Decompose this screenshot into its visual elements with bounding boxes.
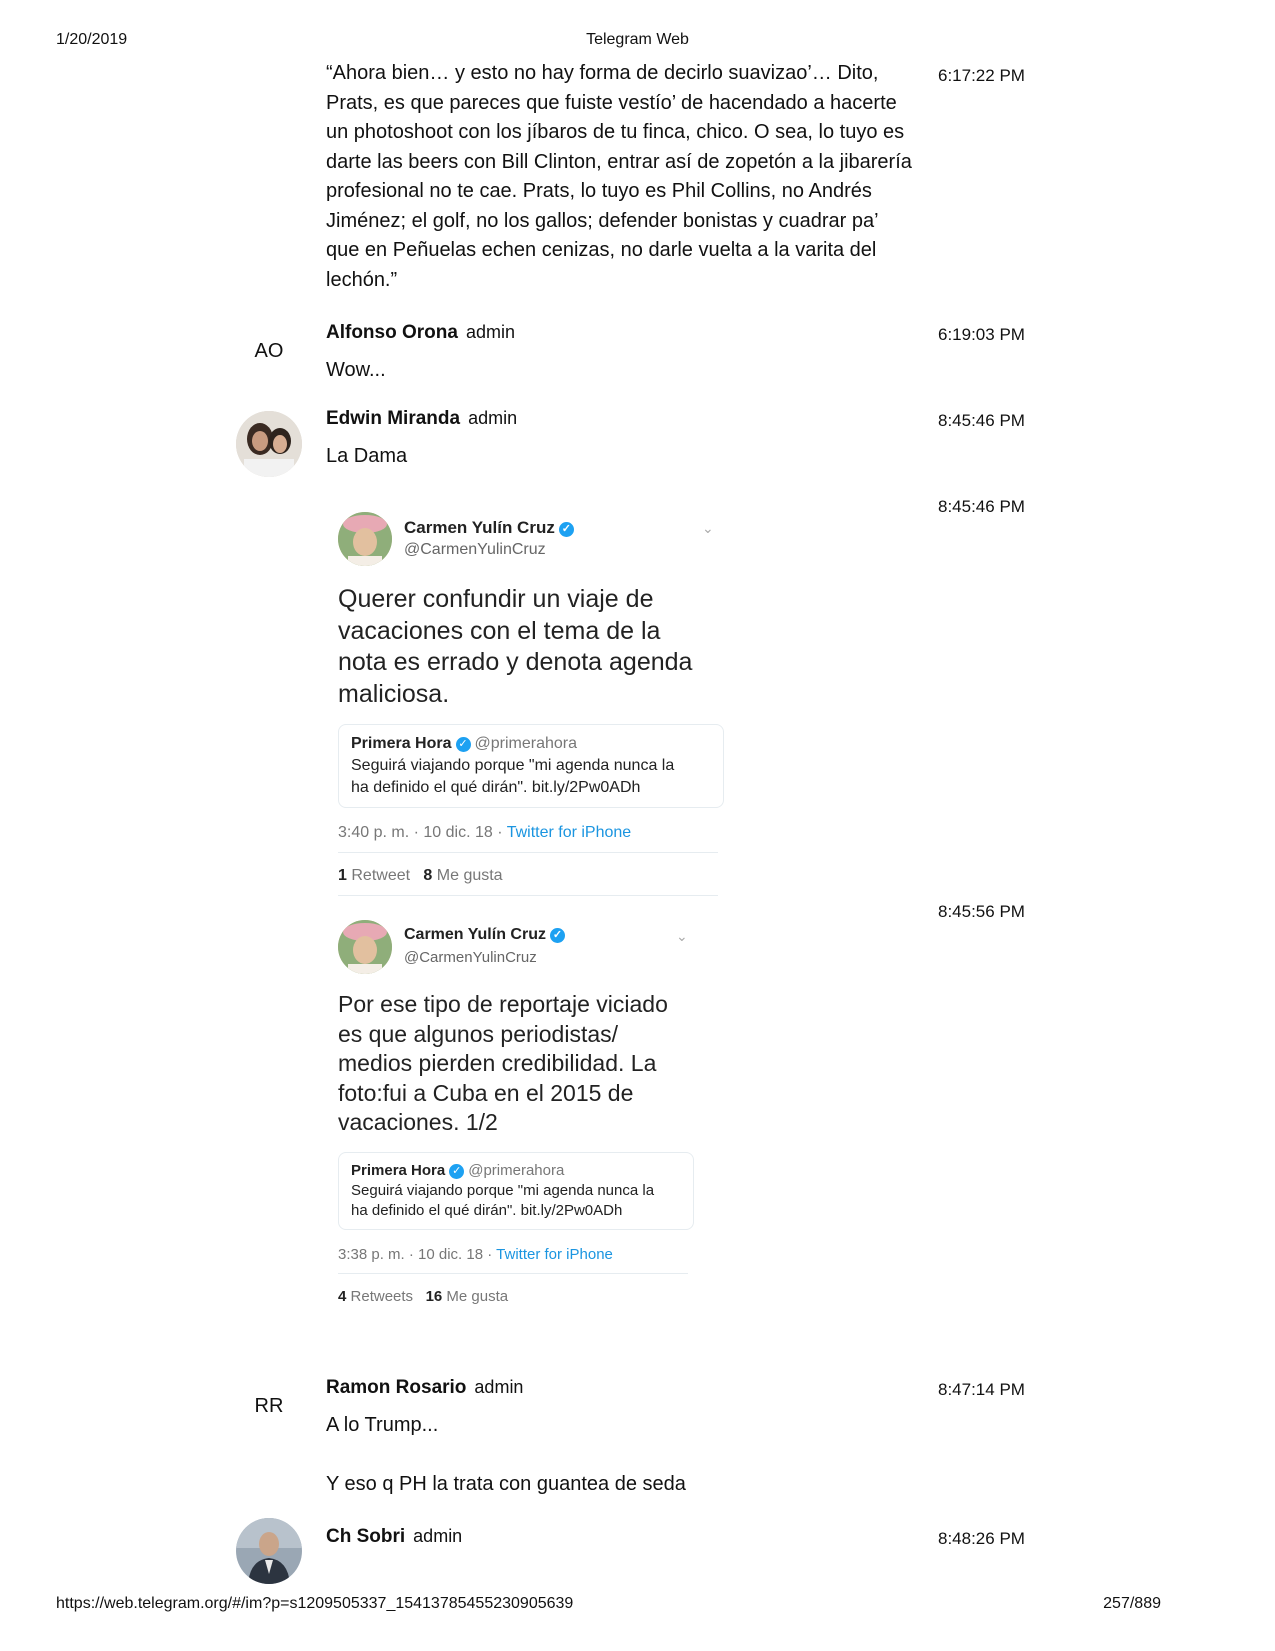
avatar[interactable] [236, 1518, 302, 1584]
verified-badge-icon: ✓ [559, 522, 574, 537]
message-time: 8:45:46 PM [938, 411, 1025, 430]
quoted-tweet: Primera Hora ✓ @primerahora Seguirá viajando porque "mi agenda nunca la ha definido el qué dirán". bit.ly/2Pw0ADh [338, 724, 724, 808]
tweet-body: Por ese tipo de reportaje viciado es que algunos periodistas/ medios pierden credibilidad. La foto:fui a Cuba en el 2015 de vacaciones. 1/2 [338, 991, 668, 1135]
tweet-handle: @CarmenYulinCruz [404, 949, 537, 966]
verified-badge-icon: ✓ [456, 737, 471, 752]
quoted-tweet: Primera Hora ✓ @primerahora Seguirá viajando porque "mi agenda nunca la ha definido el qué dirán". bit.ly/2Pw0ADh [338, 1152, 694, 1230]
message-text: Y eso q PH la trata con guantea de seda [326, 1473, 686, 1495]
avatar[interactable] [236, 411, 302, 477]
verified-badge-icon: ✓ [550, 928, 565, 943]
avatar-initials: RR [254, 1395, 284, 1417]
tweet-handle: @CarmenYulinCruz [404, 541, 546, 558]
tweet-meta: 3:40 p. m. · 10 dic. 18 · Twitter for iPhone [338, 824, 632, 841]
tweet-body: Querer confundir un viaje de vacaciones con el tema de la nota es errado y denota agenda maliciosa. [338, 585, 693, 708]
page-number: 257/889 [1103, 1595, 1161, 1612]
tweet-stats: 1 Retweet 8 Me gusta [338, 867, 503, 884]
author-role: admin [474, 1377, 524, 1397]
tweet-avatar [338, 920, 392, 974]
message-time: 6:19:03 PM [938, 325, 1025, 344]
chevron-down-icon: ⌄ [702, 520, 714, 536]
tweet-image[interactable] [334, 914, 704, 1305]
message-text: “Ahora bien… y esto no hay forma de decirlo suavizao’… Dito, Prats, es que pareces que fuiste vestío’ de hacendado a hacerte un photoshoot con los jíbaros de tu finca, chico. O sea, lo tuyo es darte las beers con Bill Clinton, entrar así de zopetón a la jibarería profesional no te cae. Prats, lo tuyo es Phil Collins, no Andrés Jiménez; el golf, no los gallos; defender bonistas y cuadrar pa’ que en Peñuelas echen cenizas, no darle vuelta a la varita del lechón.” [326, 62, 912, 291]
author-role: admin [468, 408, 518, 428]
message-author[interactable] [326, 322, 515, 344]
tweet-author-name: Carmen Yulín Cruz [404, 926, 546, 943]
author-name: Ch Sobri [326, 1526, 406, 1547]
message-author[interactable] [326, 408, 517, 430]
message-author[interactable] [326, 1526, 462, 1548]
message-text: A lo Trump... [326, 1414, 439, 1436]
tweet-image[interactable] [334, 506, 734, 896]
message-time: 8:45:46 PM [938, 497, 1025, 516]
message-text: La Dama [326, 445, 408, 467]
print-date: 1/20/2019 [56, 31, 128, 48]
message-time: 6:17:22 PM [938, 66, 1025, 85]
divider [338, 895, 718, 896]
tweet-meta: 3:38 p. m. · 10 dic. 18 · Twitter for iPhone [338, 1245, 613, 1263]
verified-badge-icon: ✓ [449, 1164, 464, 1179]
author-name: Ramon Rosario [326, 1377, 467, 1398]
author-name: Alfonso Orona [326, 322, 458, 343]
message-time: 8:45:56 PM [938, 902, 1025, 921]
divider [338, 852, 718, 853]
message-time: 8:48:26 PM [938, 1529, 1025, 1548]
message-time: 8:47:14 PM [938, 1380, 1025, 1399]
author-role: admin [413, 1526, 463, 1546]
tweet-stats: 4 Retweets 16 Me gusta [338, 1287, 509, 1305]
page-url: https://web.telegram.org/#/im?p=s1209505337_15413785455230905639 [56, 1595, 574, 1612]
divider [338, 1273, 688, 1274]
message-text: Wow... [326, 359, 386, 381]
page-title: Telegram Web [586, 31, 689, 48]
message-author[interactable] [326, 1377, 523, 1399]
author-name: Edwin Miranda [326, 408, 461, 429]
chevron-down-icon: ⌄ [676, 928, 688, 944]
tweet-author-name: Carmen Yulín Cruz [404, 518, 555, 537]
author-role: admin [465, 322, 515, 342]
tweet-avatar [338, 512, 392, 566]
avatar-initials: AO [254, 340, 284, 362]
